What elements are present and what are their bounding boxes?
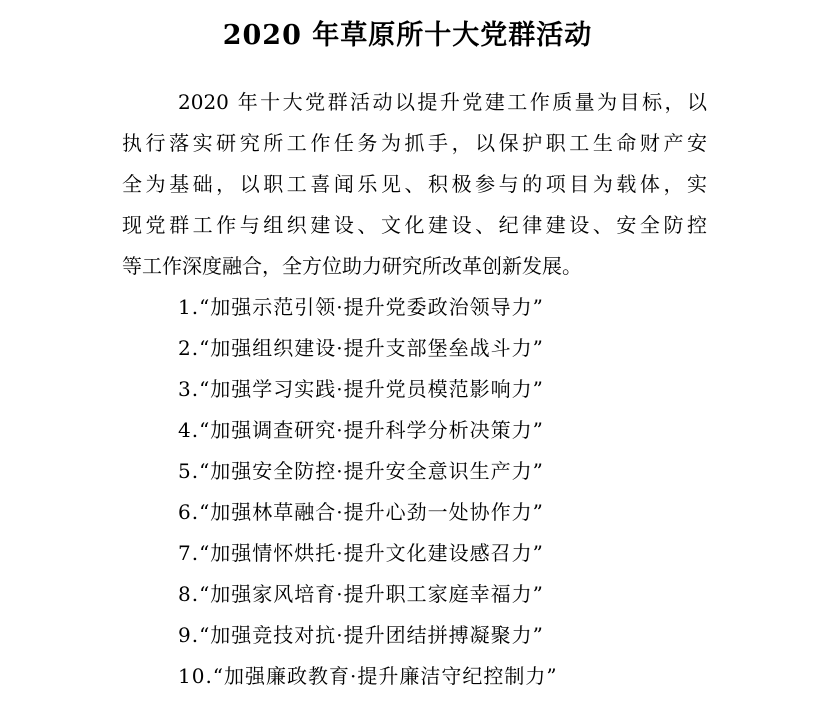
intro-line-4: 现党群工作与组织建设、文化建设、纪律建设、安全防控: [122, 213, 707, 237]
activity-item-9: 9.“加强竞技对抗·提升团结拼搏凝聚力”: [178, 623, 544, 647]
activity-item-7: 7.“加强情怀烘托·提升文化建设感召力”: [178, 541, 544, 565]
intro-line-5: 等工作深度融合，全方位助力研究所改革创新发展。: [122, 254, 582, 278]
activity-item-1: 1.“加强示范引领·提升党委政治领导力”: [178, 295, 544, 319]
intro-line-2: 执行落实研究所工作任务为抓手，以保护职工生命财产安: [122, 131, 707, 155]
activity-item-4: 4.“加强调查研究·提升科学分析决策力”: [178, 418, 544, 442]
activity-item-3: 3.“加强学习实践·提升党员模范影响力”: [178, 377, 544, 401]
document-title: 2020 年草原所十大党群活动: [222, 20, 593, 51]
activity-item-5: 5.“加强安全防控·提升安全意识生产力”: [178, 459, 544, 483]
activity-list: [178, 287, 738, 697]
intro-line-3: 全为基础，以职工喜闻乐见、积极参与的项目为载体，实: [122, 172, 707, 196]
activity-item-2: 2.“加强组织建设·提升支部堡垒战斗力”: [178, 336, 544, 360]
activity-item-10: 10.“加强廉政教育·提升廉洁守纪控制力”: [178, 664, 558, 688]
intro-line-1: 2020 年十大党群活动以提升党建工作质量为目标，以: [178, 90, 707, 114]
activity-item-6: 6.“加强林草融合·提升心劲一处协作力”: [178, 500, 544, 524]
intro-paragraph: [122, 82, 707, 287]
activity-item-8: 8.“加强家风培育·提升职工家庭幸福力”: [178, 582, 544, 606]
